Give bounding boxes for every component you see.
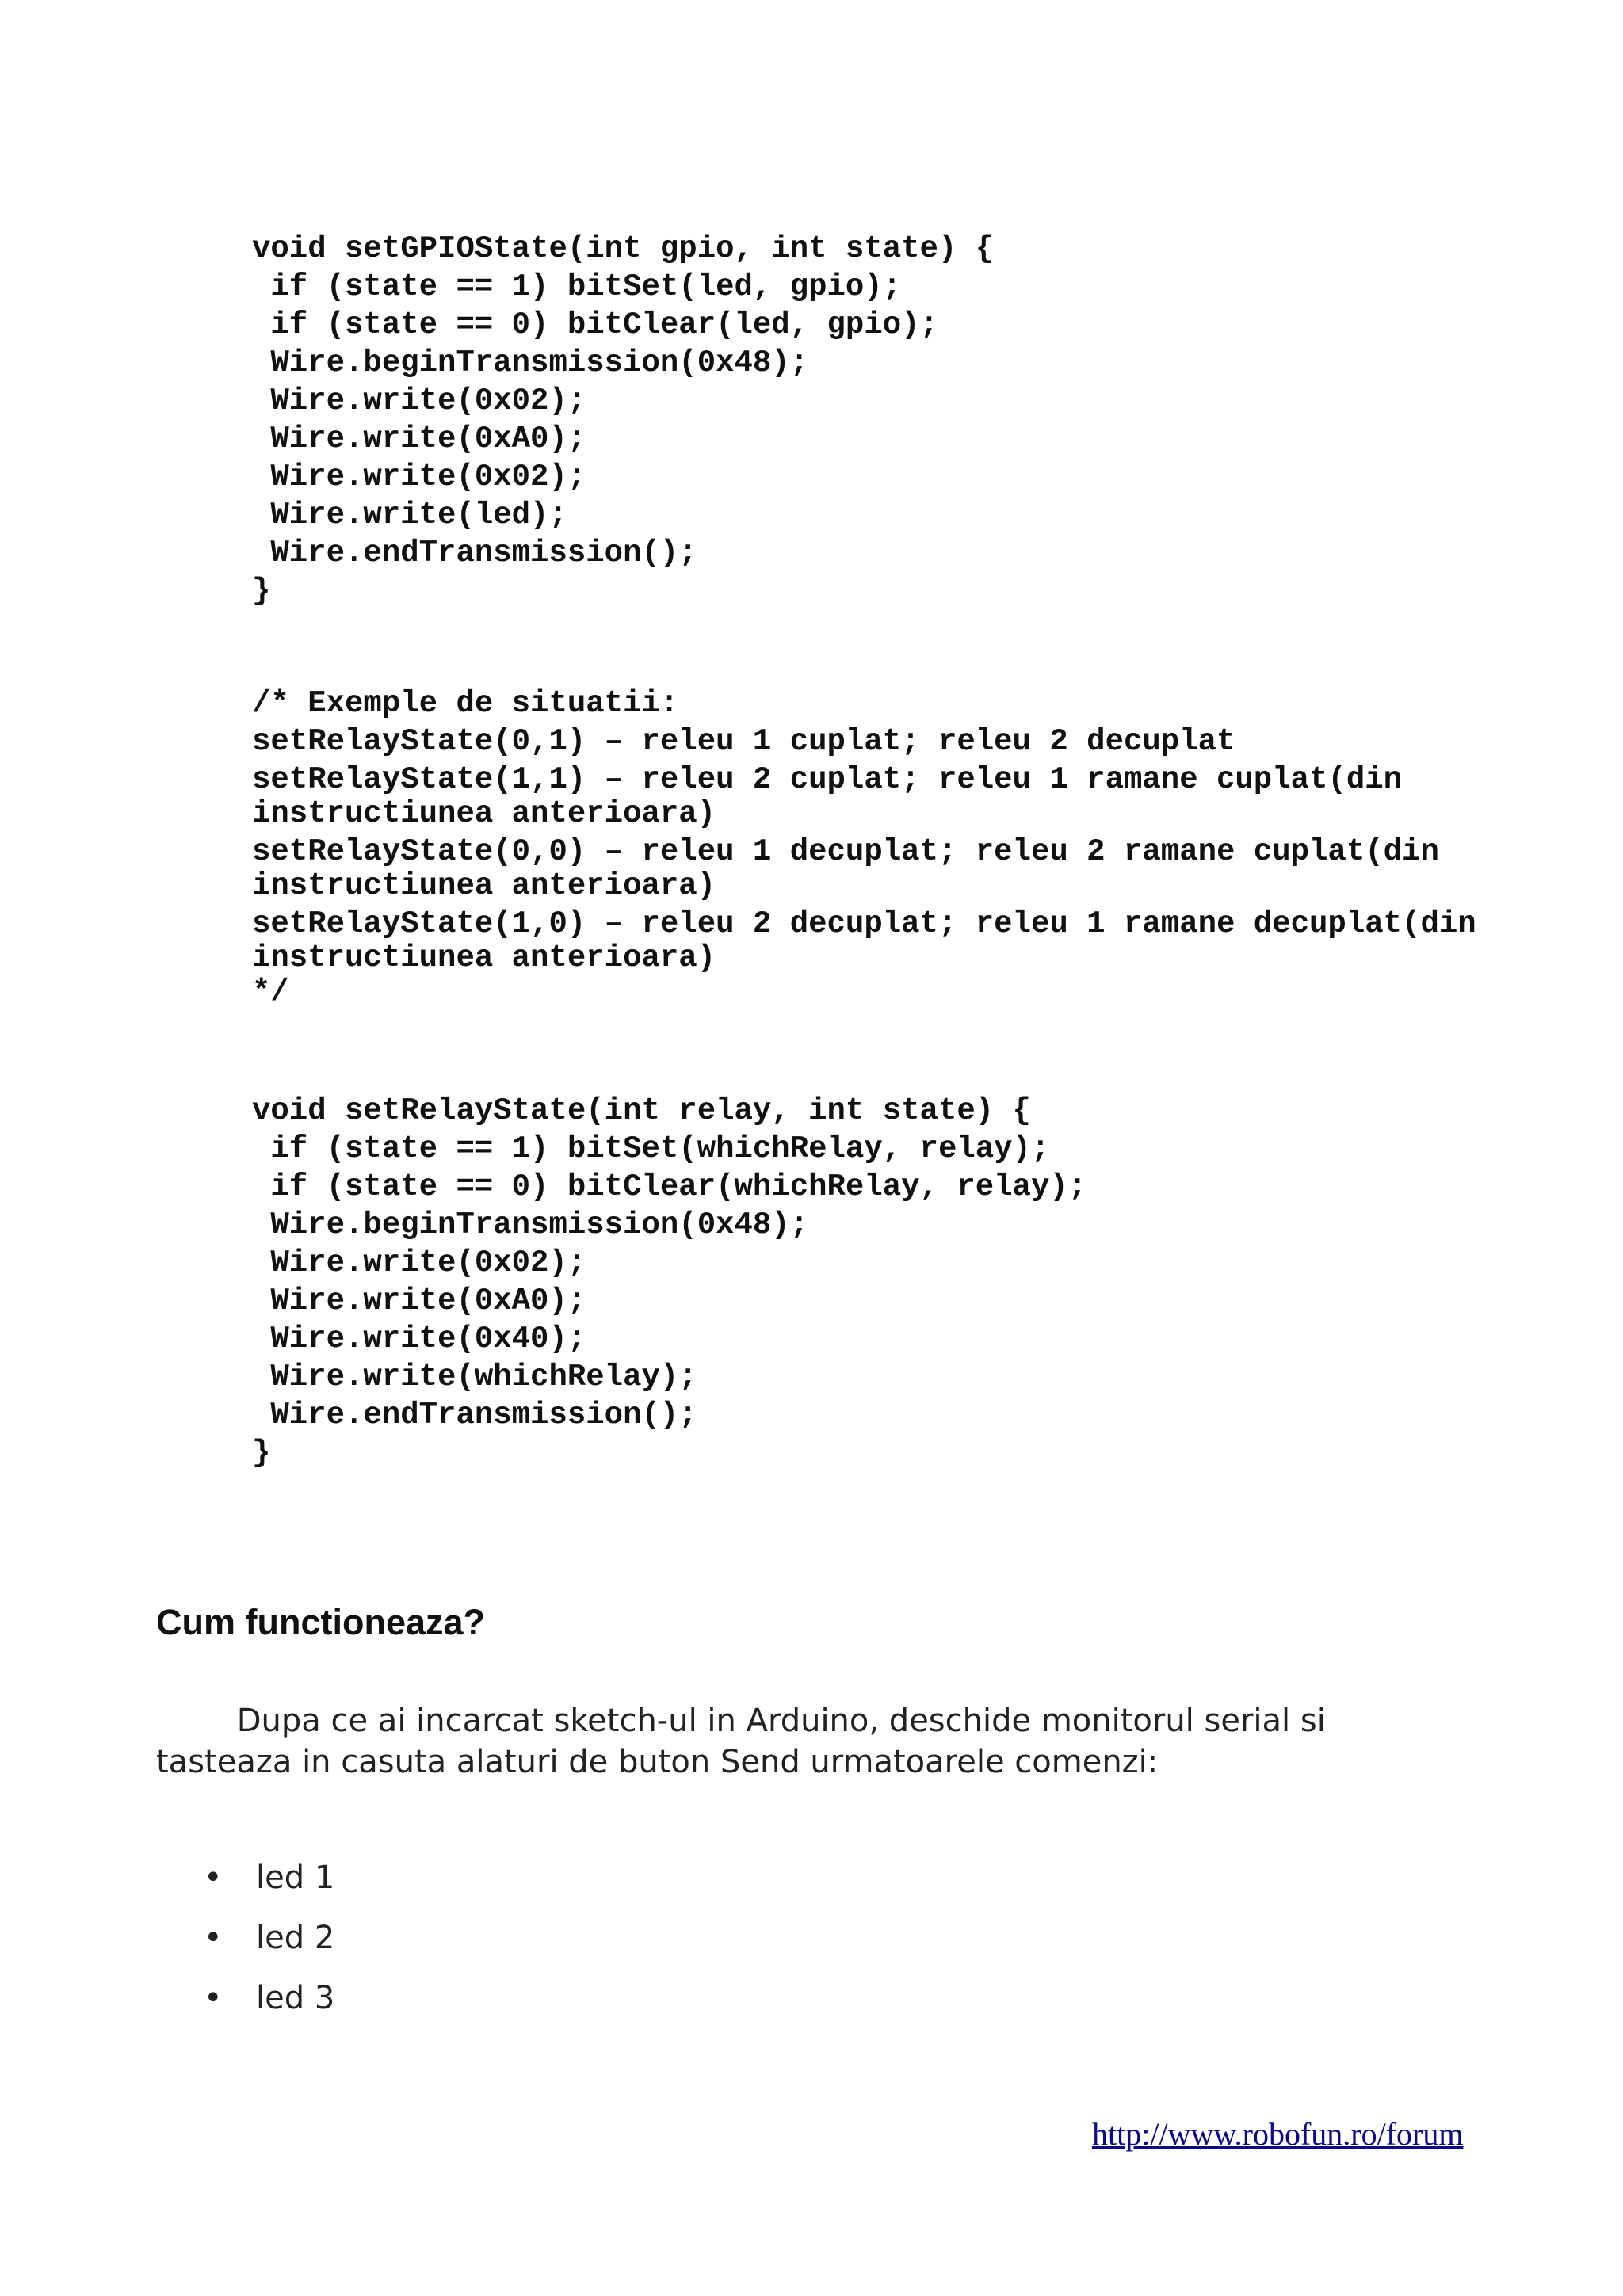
comment-line: setRelayState(0,0) – releu 1 decuplat; releu 2 ramane cuplat(din	[252, 834, 1439, 869]
paragraph-line: tasteaza in casuta alaturi de buton Send urmatoarele comenzi:	[156, 1744, 1159, 1780]
list-item-label: led 2	[256, 1920, 335, 1956]
code-line: if (state == 1) bitSet(whichRelay, relay);	[252, 1131, 1050, 1166]
code-line: void setRelayState(int relay, int state) {	[252, 1093, 1031, 1128]
code-line: Wire.beginTransmission(0x48);	[252, 1207, 809, 1242]
comment-line: */	[252, 974, 289, 1009]
paragraph-line: Dupa ce ai incarcat sketch-ul in Arduino, deschide monitorul serial si	[156, 1703, 1326, 1739]
bullet-icon: •	[204, 1859, 223, 1896]
bullet-icon: •	[204, 1980, 223, 2016]
forum-link[interactable]: http://www.robofun.ro/forum	[1092, 2116, 1464, 2152]
code-line: if (state == 1) bitSet(led, gpio);	[252, 269, 902, 304]
list-item-label: led 1	[256, 1859, 335, 1896]
section-heading: Cum functioneaza?	[156, 1602, 486, 1642]
comment-block-examples	[252, 686, 1476, 1035]
code-line: }	[252, 1436, 271, 1470]
code-block-setgpiostate	[252, 230, 994, 610]
list-item-label: led 3	[256, 1980, 335, 2016]
comment-line: instructiunea anterioara)	[252, 796, 716, 831]
code-line: Wire.write(0xA0);	[252, 421, 586, 456]
comment-line: setRelayState(0,1) – releu 1 cuplat; releu 2 decuplat	[252, 724, 1235, 759]
code-line: Wire.endTransmission();	[252, 536, 697, 570]
code-line: Wire.beginTransmission(0x48);	[252, 345, 809, 380]
comment-line: setRelayState(1,0) – releu 2 decuplat; releu 1 ramane decuplat(din	[252, 906, 1476, 941]
comment-line: /* Exemple de situatii:	[252, 686, 679, 721]
code-line: Wire.write(whichRelay);	[252, 1360, 697, 1394]
bullet-icon: •	[204, 1920, 223, 1956]
code-line: Wire.write(0x02);	[252, 383, 586, 418]
comment-line: instructiunea anterioara)	[252, 940, 716, 975]
code-line: Wire.endTransmission();	[252, 1398, 697, 1432]
code-line: Wire.write(0x02);	[252, 460, 586, 494]
code-block-setrelaystate	[252, 1092, 1086, 1472]
code-line: Wire.write(0xA0);	[252, 1283, 586, 1318]
code-line: }	[252, 574, 271, 608]
code-line: Wire.write(0x02);	[252, 1245, 586, 1280]
code-line: void setGPIOState(int gpio, int state) {	[252, 231, 995, 266]
code-line: if (state == 0) bitClear(led, gpio);	[252, 307, 938, 342]
comment-line: setRelayState(1,1) – releu 2 cuplat; releu 1 ramane cuplat(din	[252, 762, 1403, 797]
code-line: Wire.write(led);	[252, 498, 567, 532]
section-paragraph	[156, 1700, 1487, 1783]
code-line: Wire.write(0x40);	[252, 1322, 586, 1356]
code-line: if (state == 0) bitClear(whichRelay, relay);	[252, 1169, 1087, 1204]
comment-line: instructiunea anterioara)	[252, 868, 716, 903]
